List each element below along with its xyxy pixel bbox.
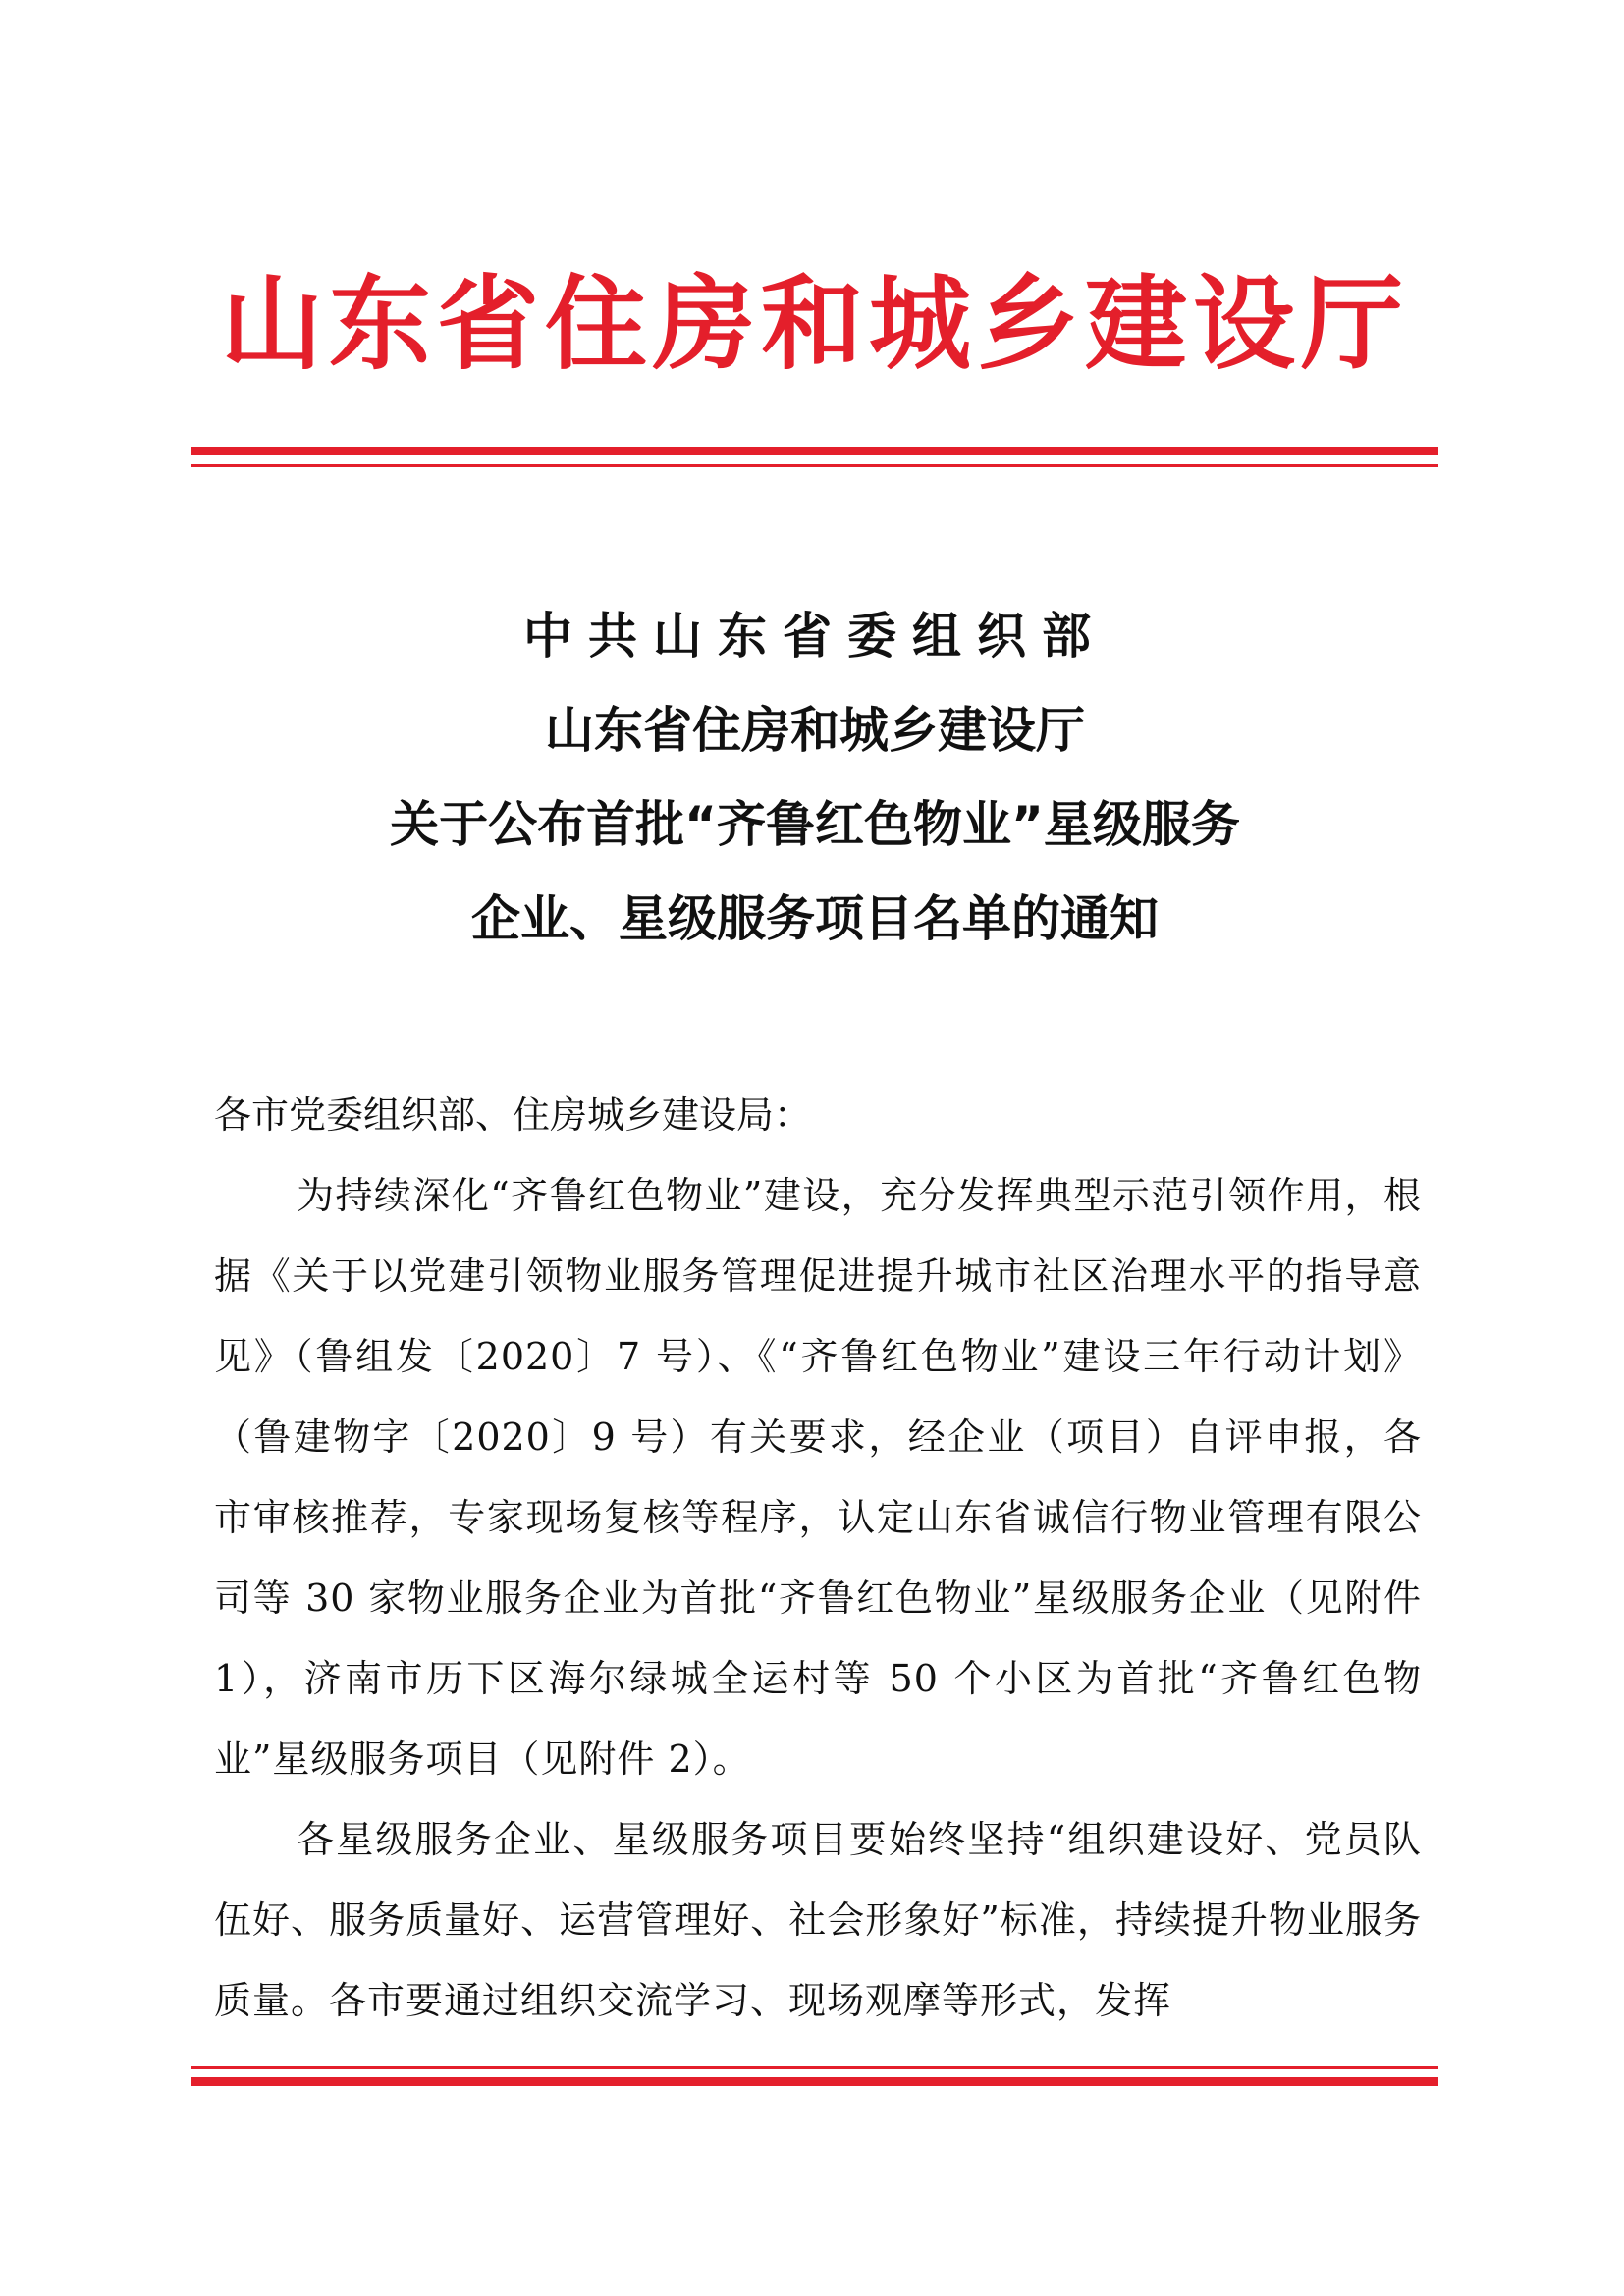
header-rule-thin [191,464,1438,467]
header-rule-thick [191,447,1438,455]
document-title [191,589,1438,966]
body-paragraph-2: 各星级服务企业、星级服务项目要始终坚持“组织建设好、党员队伍好、服务质量好、运营管理好、社会形象好”标准，持续提升物业服务质量。各市要通过组织交流学习、现场观摩等形式，发挥 [214,1818,1422,2022]
title-line-2: 山东省住房和城乡建设厅 [545,702,1085,759]
body-paragraph-1: 为持续深化“齐鲁红色物业”建设，充分发挥典型示范引领作用，根据《关于以党建引领物业服务管理促进提升城市社区治理水平的指导意见》（鲁组发〔2020〕7 号）、《“齐鲁红色物业”建设三年行动计划》（鲁建物字〔2020〕9 号）有关要求，经企业（项目）自评申报，各市审核推荐，专家现场复核等程序，认定山东省诚信行物业管理有限公司等 30 家物业服务企业为首批“齐鲁红色物业”星级服务企业（见附件 1），济南市历下区海尔绿城全运村等 50 个小区为首批“齐鲁红色物业”星级服务项目（见附件 2）。 [214,1174,1422,1781]
title-line-1: 中共山东省委组织部 [523,608,1107,665]
document-body [214,1075,1422,2041]
footer-rule-thin [191,2066,1438,2069]
footer-rule-thick [191,2077,1438,2086]
salutation: 各市党委组织部、住房城乡建设局： [214,1094,812,1137]
masthead-org-name: 山东省住房和城乡建设厅 [220,263,1409,384]
title-line-4: 企业、星级服务项目名单的通知 [471,890,1159,947]
title-line-3: 关于公布首批“齐鲁红色物业”星级服务 [390,796,1240,853]
